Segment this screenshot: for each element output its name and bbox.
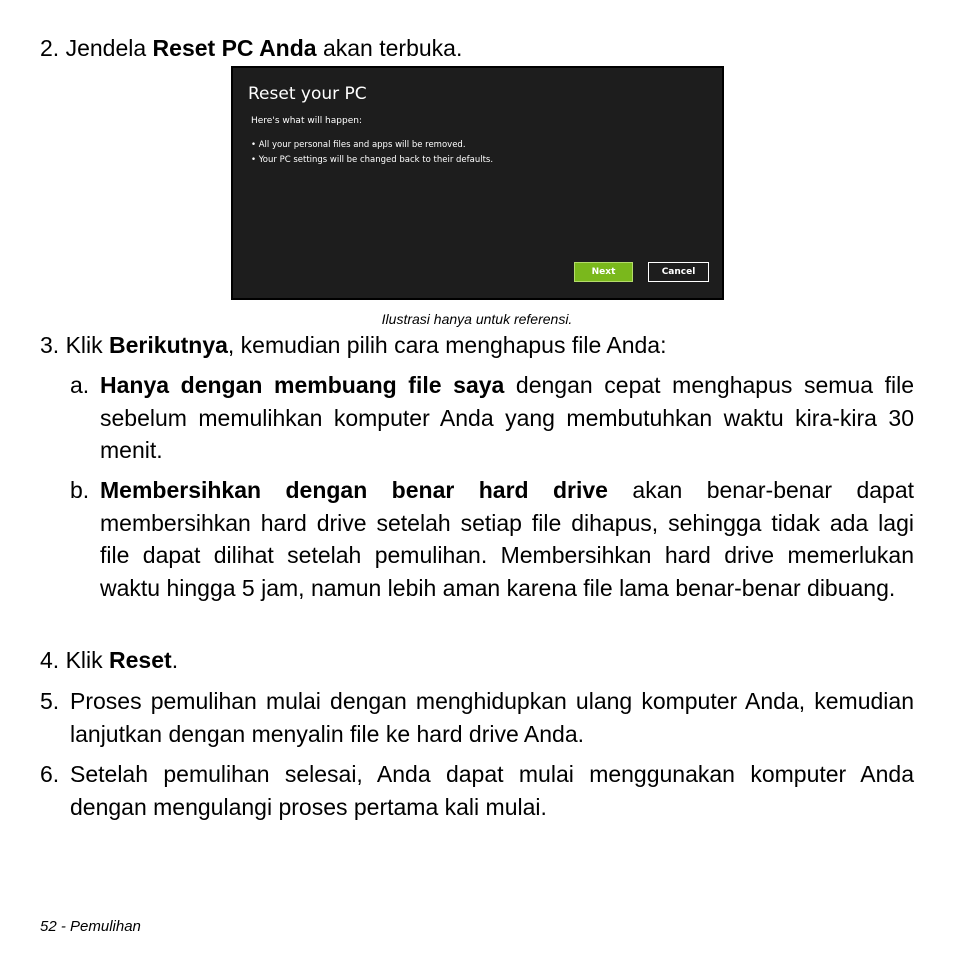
dialog-item: • Your PC settings will be changed back to their defaults. — [251, 153, 493, 168]
reset-pc-dialog-illustration — [231, 66, 724, 300]
step-3a-number: a. — [70, 372, 90, 398]
step-2-bold: Reset PC Anda — [152, 35, 317, 61]
step-4-bold: Reset — [109, 647, 172, 673]
step-5-paragraph: Proses pemulihan mulai dengan menghidupkan ulang komputer Anda, kemudian lanjutkan dengan menyalin file ke hard drive Anda. — [70, 688, 914, 747]
step-4-text-pre: Klik — [65, 647, 110, 673]
step-6-paragraph: Setelah pemulihan selesai, Anda dapat mulai menggunakan komputer Anda dengan mengulangi proses pertama kali mulai. — [70, 761, 914, 820]
dialog-item: • All your personal files and apps will be removed. — [251, 138, 493, 153]
step-4-text-post: . — [171, 647, 179, 673]
step-3b-text: akan benar-benar dapat membersihkan hard drive setelah setiap file dihapus, sehingga tidak ada lagi file dapat dilihat setelah pemulihan. Membersihkan hard drive memerlukan waktu hingga 5 jam, namun lebih aman karena file lama benar-benar dibuang. — [100, 477, 914, 601]
step-3-text-post: , kemudian pilih cara menghapus file Anda: — [227, 332, 667, 358]
step-3-text-pre: Klik — [65, 332, 110, 358]
step-3a-paragraph — [100, 369, 914, 467]
step-2-text-pre: Jendela — [65, 35, 153, 61]
step-3a-text: dengan cepat menghapus semua file sebelum memulihkan komputer Anda yang membutuhkan waktu kira-kira 30 menit. — [100, 372, 915, 463]
step-5-number: 5. — [40, 688, 60, 714]
step-4-number: 4. — [40, 647, 60, 673]
dialog-item-list — [251, 138, 493, 168]
step-3-number: 3. — [40, 332, 60, 358]
page-footer: 52 - Pemulihan — [40, 918, 141, 935]
dialog-title: Reset your PC — [248, 84, 367, 104]
step-4 — [40, 644, 178, 676]
dialog-subtitle: Here's what will happen: — [251, 116, 362, 126]
step-3b-paragraph — [100, 474, 914, 604]
step-3b-bold: Membersihkan dengan benar hard drive — [100, 477, 608, 503]
step-2 — [40, 32, 462, 64]
step-3-bold: Berikutnya — [109, 332, 228, 358]
next-button[interactable]: Next — [574, 262, 633, 282]
illustration-caption: Ilustrasi hanya untuk referensi. — [381, 311, 573, 327]
step-2-number: 2. — [40, 35, 60, 61]
step-2-text-post: akan terbuka. — [316, 35, 463, 61]
cancel-button[interactable]: Cancel — [648, 262, 709, 282]
step-3a-bold: Hanya dengan membuang file saya — [100, 372, 505, 398]
step-3 — [40, 329, 666, 361]
step-3b-number: b. — [70, 477, 90, 503]
step-6-number: 6. — [40, 761, 60, 787]
